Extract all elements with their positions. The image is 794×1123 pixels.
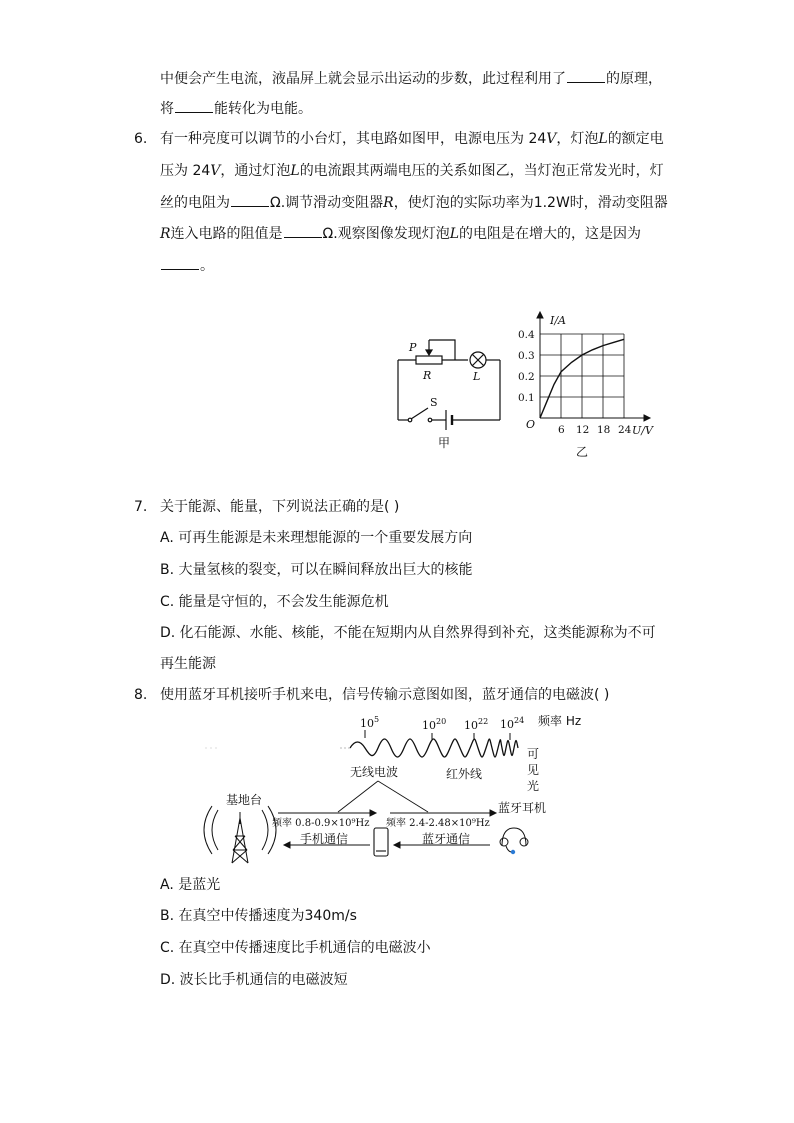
bluetooth-comm-label: 蓝牙通信 xyxy=(422,832,471,846)
q6-text: 的电阻是在增大的，这是因为 xyxy=(459,226,641,242)
y-tick-label: 0.1 xyxy=(518,392,535,404)
em-spectrum-figure xyxy=(190,708,610,873)
q7-option-b: B. 大量氢核的裂变，可以在瞬间释放出巨大的核能 xyxy=(160,562,473,578)
q7-number: 7. xyxy=(134,499,148,515)
rheostat-resistor xyxy=(416,356,442,364)
y-tick-label: 0.3 xyxy=(518,350,535,362)
q6-symbol: L xyxy=(290,163,300,179)
q8-number: 8. xyxy=(134,687,148,703)
bluetooth-frequency-label: 频率 2.4-2.48×10⁹Hz xyxy=(386,818,490,829)
q6-unit: V xyxy=(546,131,557,147)
y-tick-label: 0.4 xyxy=(518,329,535,341)
q8-option-a: A. 是蓝光 xyxy=(160,877,221,893)
x-tick-label: 12 xyxy=(576,424,590,436)
q6-symbol: L xyxy=(598,131,608,147)
freq-1e24: $10^{24}$ xyxy=(500,716,525,731)
q6-line3 xyxy=(160,192,668,213)
q6-symbol: L xyxy=(449,226,459,242)
q6-text: 压为 24 xyxy=(160,163,211,179)
q8-stem: 使用蓝牙耳机接听手机来电，信号传输示意图如图，蓝牙通信的电磁波( ) xyxy=(160,687,610,703)
x-tick-label: 6 xyxy=(558,424,565,436)
q6-text: 丝的电阻为 xyxy=(160,195,230,211)
x-tick-label: 18 xyxy=(597,424,611,436)
q6-text: ，使灯泡的实际功率为1.2W时，滑动变阻器 xyxy=(393,195,668,211)
q8-option-b: B. 在真空中传播速度为340m/s xyxy=(160,908,357,924)
label-L: L xyxy=(473,370,481,383)
earphone-mic-icon xyxy=(511,850,515,854)
label-R: R xyxy=(423,369,432,382)
freq-1e20: $10^{20}$ xyxy=(422,717,447,732)
q6-line5 xyxy=(160,255,214,276)
y-axis-arrow xyxy=(537,312,543,318)
phone-comm-label: 手机通信 xyxy=(300,832,349,846)
phone-icon xyxy=(374,828,388,856)
q6-text: ，通过灯泡 xyxy=(220,163,291,179)
visible-light-label-2: 见 xyxy=(527,763,540,777)
earphone-label: 蓝牙耳机 xyxy=(498,801,547,815)
answer-blank xyxy=(284,223,322,238)
q5-line2 xyxy=(160,98,312,119)
q6-line2 xyxy=(160,161,664,181)
q7-option-d: D. 化石能源、水能、核能，不能在短期内从自然界得到补充，这类能源称为不可 xyxy=(160,625,656,641)
graph-caption: 乙 xyxy=(576,445,589,459)
iu-graph xyxy=(510,308,660,460)
q6-symbol: R xyxy=(383,195,394,211)
q6-text: ，灯泡 xyxy=(556,131,599,147)
q7-option-a: A. 可再生能源是未来理想能源的一个重要发展方向 xyxy=(160,530,473,546)
q6-unit: V xyxy=(210,163,221,179)
q5-text-c: 将 xyxy=(160,101,174,117)
q6-line4 xyxy=(160,223,641,244)
q6-text: Ω.观察图像发现灯泡 xyxy=(322,226,450,242)
q6-text: 连入电路的阻值是 xyxy=(170,226,283,242)
freq-unit-label: 频率 Hz xyxy=(538,714,582,728)
answer-blank xyxy=(231,192,269,207)
q6-text: 有一种亮度可以调节的小台灯，其电路如图甲，电源电压为 24 xyxy=(160,131,547,147)
q7-option-c: C. 能量是守恒的，不会发生能源危机 xyxy=(160,594,389,610)
em-wave xyxy=(350,739,518,757)
q6-line1 xyxy=(160,129,664,149)
q6-number: 6. xyxy=(134,131,148,147)
q7-stem: 关于能源、能量，下列说法正确的是( ) xyxy=(160,499,400,515)
q5-line1 xyxy=(160,68,662,89)
graph-grid xyxy=(540,334,624,418)
base-station-label: 基地台 xyxy=(226,793,263,807)
phone-frequency-label: 频率 0.8-0.9×10⁹Hz xyxy=(272,818,370,829)
y-axis-label: I/A xyxy=(550,314,566,327)
visible-light-label-1: 可 xyxy=(527,747,540,761)
base-station-icon xyxy=(204,806,276,863)
earphone-icon xyxy=(500,828,528,852)
freq-1e5: $10^5$ xyxy=(360,715,380,730)
q8-option-c: C. 在真空中传播速度比手机通信的电磁波小 xyxy=(160,940,431,956)
q6-text: 的电流跟其两端电压的关系如图乙，当灯泡正常发光时，灯 xyxy=(299,163,664,179)
q7-option-d-cont: 再生能源 xyxy=(160,656,216,672)
circuit-caption: 甲 xyxy=(438,436,451,450)
x-axis-label: U/V xyxy=(632,424,653,437)
radio-wave-label: 无线电波 xyxy=(350,765,399,779)
label-S: S xyxy=(430,396,438,409)
visible-light-label-3: 光 xyxy=(527,779,540,793)
label-P: P xyxy=(409,341,417,354)
answer-blank xyxy=(161,255,199,270)
circuit-diagram xyxy=(380,330,520,455)
q6-text: 的额定电 xyxy=(607,131,664,147)
q5-text-d: 能转化为电能。 xyxy=(214,101,312,117)
x-axis-arrow xyxy=(644,415,650,421)
answer-blank xyxy=(567,68,605,83)
q5-text-a: 中便会产生电流，液晶屏上就会显示出运动的步数，此过程利用了 xyxy=(160,71,566,87)
infrared-label: 红外线 xyxy=(446,767,483,781)
q6-symbol: R xyxy=(160,226,171,242)
x-tick-label: 24 xyxy=(618,424,632,436)
graph-tick-labels xyxy=(518,329,632,436)
q8-option-d: D. 波长比手机通信的电磁波短 xyxy=(160,972,348,988)
q5-text-b: 的原理， xyxy=(606,71,662,87)
answer-blank xyxy=(175,98,213,113)
q6-text: Ω.调节滑动变阻器 xyxy=(270,195,384,211)
q6-text: 。 xyxy=(200,258,214,274)
y-tick-label: 0.2 xyxy=(518,371,535,383)
freq-1e22: $10^{22}$ xyxy=(464,717,489,732)
origin-label: O xyxy=(526,418,536,431)
graph-axes xyxy=(537,312,650,421)
